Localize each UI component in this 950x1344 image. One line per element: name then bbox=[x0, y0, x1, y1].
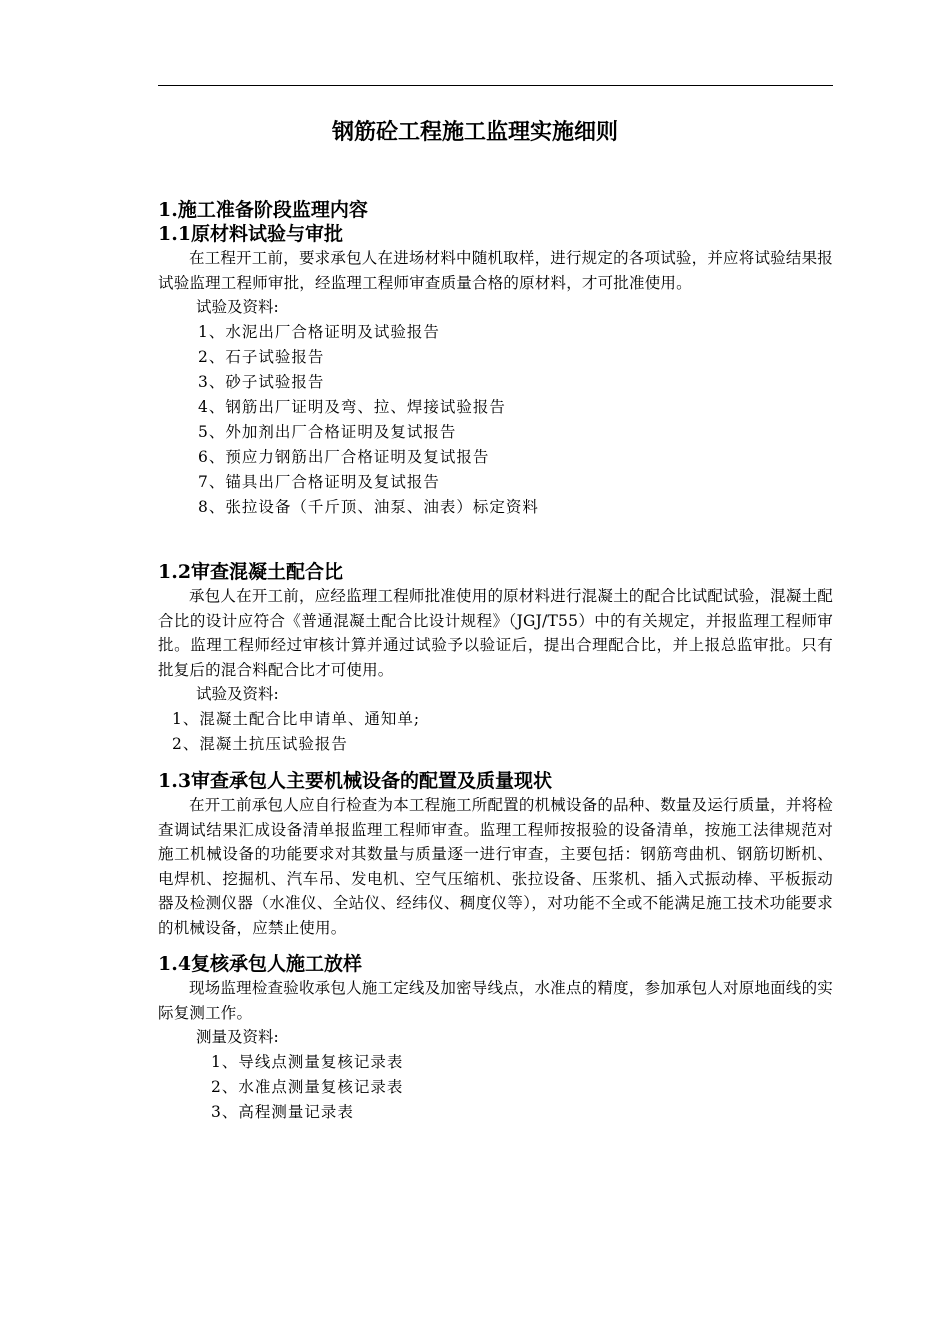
section-1-4-list bbox=[158, 1050, 833, 1125]
list-item: 1、导线点测量复核记录表 bbox=[211, 1053, 404, 1071]
list-item: 2、水准点测量复核记录表 bbox=[211, 1078, 404, 1096]
list-item: 4、钢筋出厂证明及弯、拉、焊接试验报告 bbox=[198, 398, 506, 416]
section-1-3-heading: 1.3审查承包人主要机械设备的配置及质量现状 bbox=[158, 770, 553, 792]
section-1-1-list bbox=[158, 320, 833, 520]
list-item: 3、高程测量记录表 bbox=[211, 1103, 354, 1121]
section-1-2-label: 试验及资料: bbox=[196, 685, 279, 703]
list-item: 6、预应力钢筋出厂合格证明及复试报告 bbox=[198, 448, 490, 466]
list-item: 5、外加剂出厂合格证明及复试报告 bbox=[198, 423, 457, 441]
section-1-1-heading: 1.1原材料试验与审批 bbox=[158, 223, 344, 245]
section-1-4-label: 测量及资料: bbox=[196, 1028, 279, 1046]
section-1-heading: 1.施工准备阶段监理内容 bbox=[158, 199, 368, 221]
section-1-3-paragraph: 在开工前承包人应自行检查为本工程施工所配置的机械设备的品种、数量及运行质量，并将检查调试结果汇成设备清单报监理工程师审查。监理工程师按报验的设备清单，按施工法律规范对施工机械设备的功能要求对其数量与质量逐一进行审查，主要包括：钢筋弯曲机、钢筋切断机、电焊机、挖掘机、汽车吊、发电机、空气压缩机、张拉设备、压浆机、插入式振动棒、平板振动器及检测仪器（水准仪、全站仪、经纬仪、稠度仪等），对功能不全或不能满足施工技术功能要求的机械设备，应禁止使用。 bbox=[158, 796, 833, 937]
list-item: 2、石子试验报告 bbox=[198, 348, 325, 366]
document-title: 钢筋砼工程施工监理实施细则 bbox=[331, 119, 618, 145]
document-body bbox=[158, 198, 833, 1125]
list-item: 8、张拉设备（千斤顶、油泵、油表）标定资料 bbox=[198, 498, 539, 516]
section-1-1-paragraph: 在工程开工前，要求承包人在进场材料中随机取样，进行规定的各项试验，并应将试验结果报试验监理工程师审批，经监理工程师审查质量合格的原材料，才可批准使用。 bbox=[158, 249, 833, 292]
section-1-2-paragraph: 承包人在开工前，应经监理工程师批准使用的原材料进行混凝土的配合比试配试验，混凝土配合比的设计应符合《普通混凝土配合比设计规程》（JGJ/T55）中的有关规定，并报监理工程师审批。监理工程师经过审核计算并通过试验予以验证后，提出合理配合比，并上报总监审批。只有批复后的混合料配合比才可使用。 bbox=[158, 587, 833, 679]
list-item: 2、混凝土抗压试验报告 bbox=[172, 735, 348, 753]
header-rule bbox=[158, 85, 833, 86]
list-item: 7、锚具出厂合格证明及复试报告 bbox=[198, 473, 440, 491]
section-1-4-paragraph: 现场监理检查验收承包人施工定线及加密导线点，水准点的精度，参加承包人对原地面线的实际复测工作。 bbox=[158, 979, 833, 1022]
list-item: 3、砂子试验报告 bbox=[198, 373, 325, 391]
section-1-4-heading: 1.4复核承包人施工放样 bbox=[158, 953, 363, 975]
section-1-1-label: 试验及资料: bbox=[196, 298, 279, 316]
section-1-2-heading: 1.2审查混凝土配合比 bbox=[158, 561, 344, 583]
list-item: 1、水泥出厂合格证明及试验报告 bbox=[198, 323, 440, 341]
list-item: 1、混凝土配合比申请单、通知单; bbox=[172, 710, 421, 728]
section-1-2-list bbox=[158, 707, 833, 757]
